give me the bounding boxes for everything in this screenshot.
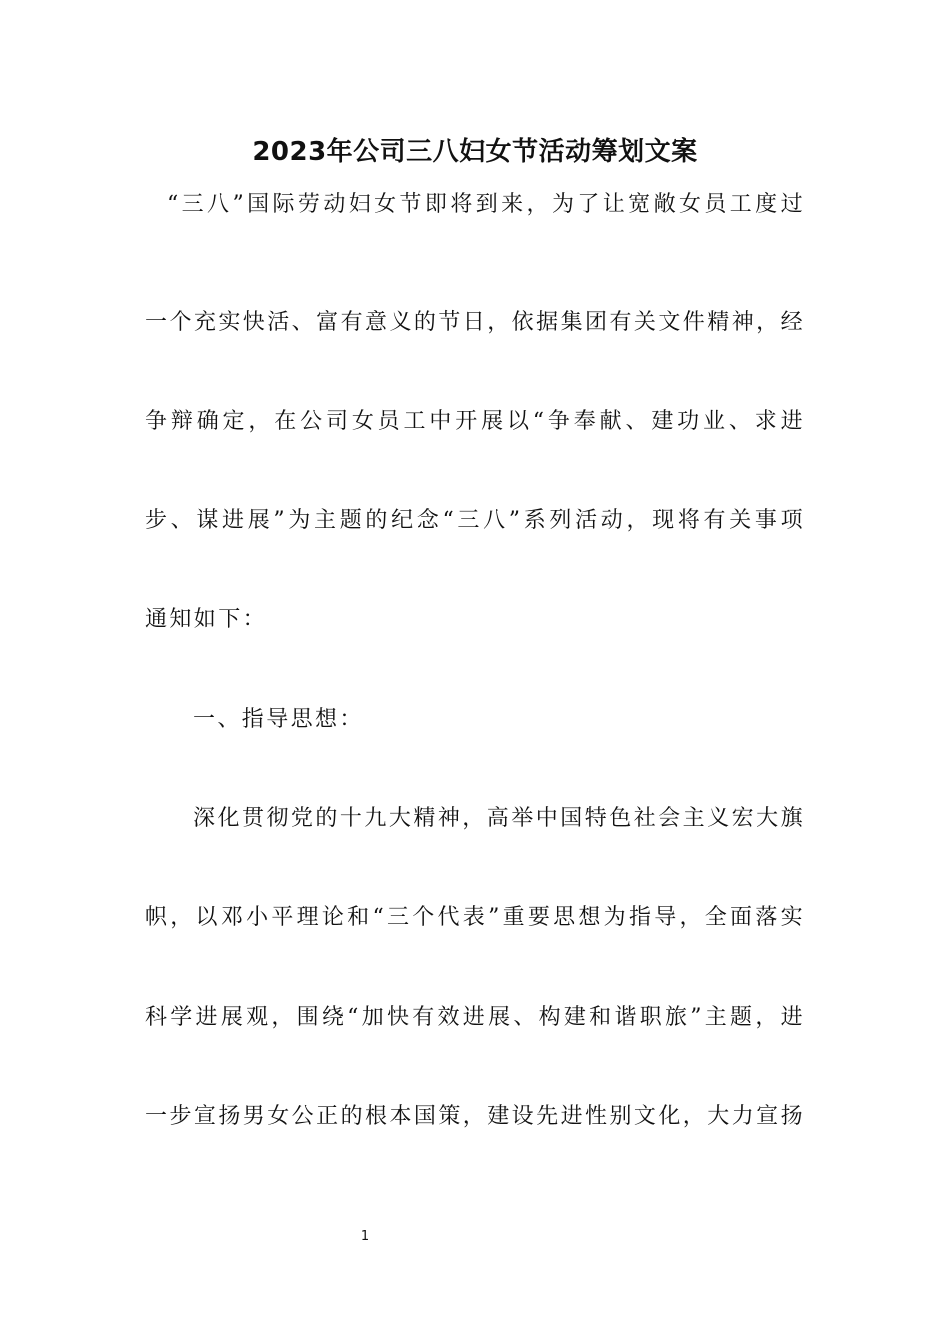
paragraph-line: 帜，以邓小平理论和“三个代表”重要思想为指导，全面落实	[145, 905, 805, 930]
paragraph-line: 深化贯彻党的十九大精神，高举中国特色社会主义宏大旗	[193, 806, 805, 831]
paragraph-line: “三八”国际劳动妇女节即将到来，为了让宽敞女员工度过	[167, 192, 805, 217]
page-number: 1	[360, 1229, 370, 1244]
document-title: 2023年公司三八妇女节活动筹划文案	[252, 137, 698, 167]
paragraph-line: 一步宣扬男女公正的根本国策，建设先进性别文化，大力宣扬	[145, 1104, 805, 1129]
paragraph-line: 通知如下：	[145, 607, 268, 632]
paragraph-line: 步、谋进展”为主题的纪念“三八”系列活动，现将有关事项	[145, 508, 805, 533]
paragraph-line: 科学进展观，围绕“加快有效进展、构建和谐职旅”主题，进	[145, 1005, 805, 1030]
section-heading: 一、指导思想：	[193, 707, 364, 732]
paragraph-line: 一个充实快活、富有意义的节日，依据集团有关文件精神，经	[145, 310, 805, 335]
paragraph-line: 争辩确定，在公司女员工中开展以“争奉献、建功业、求进	[145, 409, 805, 434]
